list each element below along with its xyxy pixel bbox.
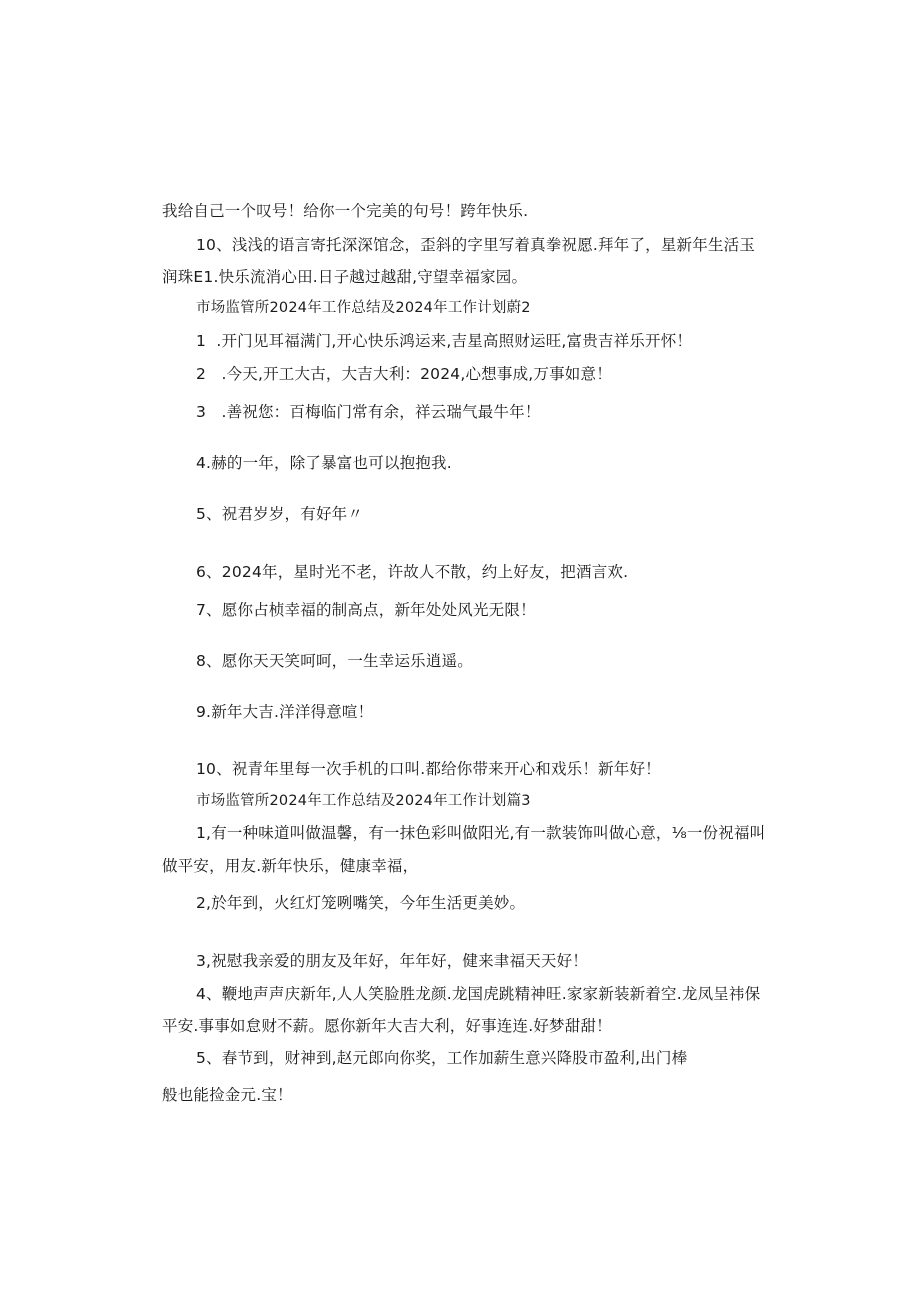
text-line: 润珠E1.快乐流消心田.日子越过越甜,守望幸福家园。 [162, 268, 528, 286]
text-line: 4、鞭地声声庆新年,人人笑脸胜龙颜.龙国虎跳精神旺.家家新装新着空.龙凤呈祎保 [196, 985, 761, 1003]
text-line: 做平安，用友.新年快乐，健康幸福， [162, 857, 419, 875]
text-line: 1 .开门见耳福满门,开心快乐鸿运来,吉星高照财运旺,富贵吉祥乐开怀！ [196, 332, 693, 350]
text-line: 般也能捡金元.宝！ [162, 1086, 293, 1104]
text-line: 我给自己一个叹号！给你一个完美的句号！跨年快乐. [162, 202, 529, 220]
text-line: 6、2024年，星时光不老，许故人不散，约上好友，把酒言欢. [196, 563, 629, 581]
text-line: 2 .今天,开工大古，大吉大利：2024,心想事成,万事如意！ [196, 365, 612, 383]
text-line: 9.新年大吉.洋洋得意喧！ [196, 703, 374, 721]
text-line: 10、祝青年里每一次手机的口叫.都给你带来开心和戏乐！新年好！ [196, 760, 661, 778]
text-line: 1,有一种味道叫做温馨，有一抹色彩叫做阳光,有一款装饰叫做心意，⅛一份祝福叫 [196, 824, 766, 842]
text-line: 8、愿你天天笑呵呵，一生幸运乐逍遥。 [196, 652, 473, 670]
text-line: 3 .善祝您：百梅临门常有余，祥云瑞气最牛年！ [196, 403, 541, 421]
section-heading: 市场监管所2024年工作总结及2024年工作计划篇3 [196, 793, 531, 809]
section-heading: 市场监管所2024年工作总结及2024年工作计划蔚2 [196, 300, 531, 316]
text-line: 2,於年到，火红灯笼咧嘴笑，今年生活更美妙。 [196, 894, 526, 912]
text-line: 4.赫的一年，除了暴富也可以抱抱我. [196, 454, 452, 472]
text-line: 5、春节到，财神到,赵元郎向你奖，工作加薪生意兴降股市盈利,出门棒 [196, 1049, 688, 1067]
text-line: 10、浅浅的语言寄托深深馆念，歪斜的字里写着真拳祝愿.拜年了，星新年生活玉 [196, 236, 756, 254]
text-line: 平安.事事如怠财不薪。愿你新年大吉大利，好事连连.好梦甜甜！ [162, 1017, 612, 1035]
text-line: 7、愿你占桢幸福的制高点，新年处处风光无限！ [196, 601, 536, 619]
text-line: 3,祝慰我亲爱的朋友及年好，年年好，健来聿福天天好！ [196, 952, 588, 970]
text-line: 5、祝君岁岁，有好年〃 [196, 505, 364, 523]
